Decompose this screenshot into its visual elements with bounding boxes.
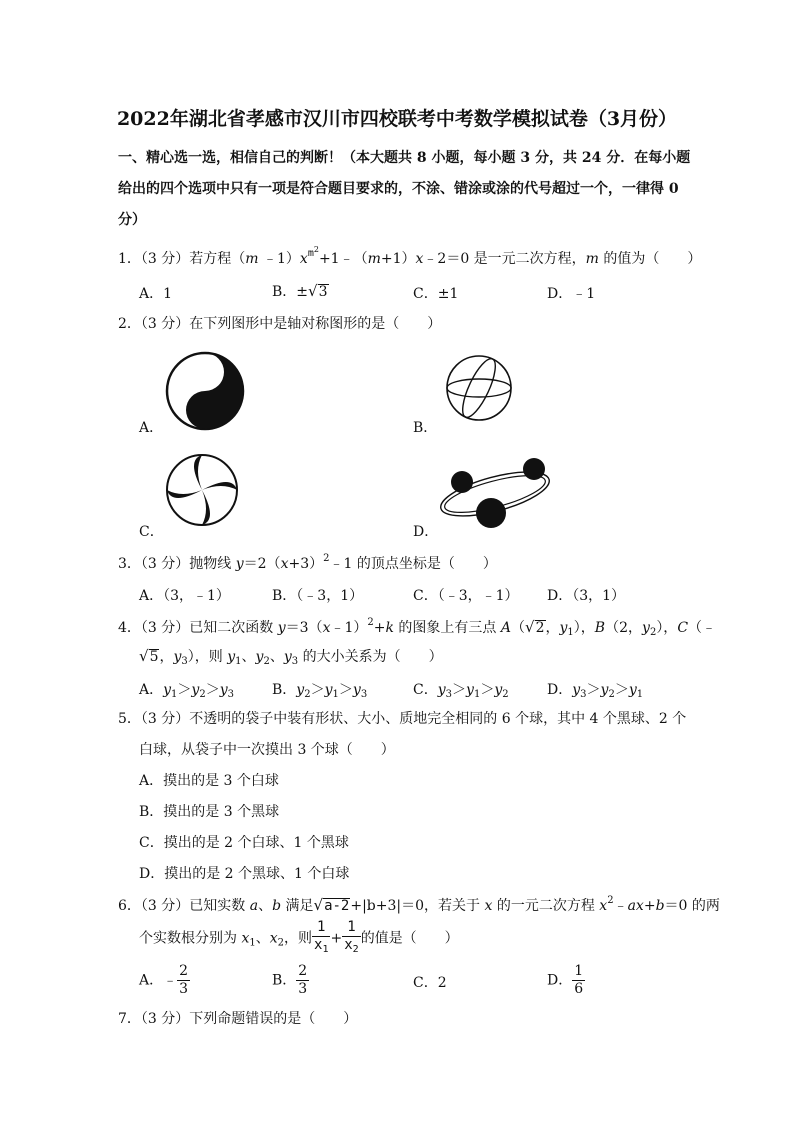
q1-option-d: D．﹣1 — [547, 286, 596, 302]
q1-option-b: B．±√3 — [272, 282, 328, 300]
q5-option-d: D．摸出的是 2 个黑球、1 个白球 — [139, 866, 350, 882]
page-title: 2022年湖北省孝感市汉川市四校联考中考数学模拟试卷（3月份） — [116, 108, 678, 130]
q2-option-a-label: A． — [139, 420, 164, 436]
question-2: 2．（3 分）在下列图形中是轴对称图形的是（ ） — [118, 316, 442, 332]
orbit-balls-figure — [436, 452, 554, 534]
question-1: 1．（3 分）若方程（m $﹣1)x^{m^2}+1﹣(m+1)x﹣2=0$ 是一元二次方程，m 的值为（ ） — [118, 245, 702, 267]
q5-option-b: B．摸出的是 3 个黑球 — [139, 804, 280, 820]
question-5-line1: 5．（3 分）不透明的袋子中装有形状、大小、质地完全相同的 6 个球，其中 4 个黑球、2 个 — [118, 711, 687, 727]
q2-option-b-label: B． — [413, 420, 438, 436]
q1-option-c: C．±1 — [413, 286, 459, 302]
question-6-line1: 6．（3 分）已知实数 a、b 满足√a-2+|b+3|＝0，若关于 x 的一元二次方程 $x^2﹣ax+b=0$ 的两 — [118, 895, 720, 914]
q6-option-d: D． $\frac{1}{6}$ — [547, 963, 584, 997]
q6-option-a: A．﹣ $\frac{2}{3}$ — [139, 963, 189, 997]
taiji-figure — [164, 350, 246, 432]
q4-option-d: D．$y_3>y_2>y_1$ — [547, 682, 644, 700]
q4-option-b: B．$y_2>y_1>y_3$ — [272, 682, 368, 700]
section-instructions-line1: 一、精心选一选，相信自己的判断！（本大题共 8 小题，每小题 3 分，共 24 分．在每小题 — [118, 150, 691, 166]
question-7: 7．（3 分）下列命题错误的是（ ） — [118, 1011, 358, 1027]
q4-option-c: C．$y_3>y_1>y_2$ — [413, 682, 509, 700]
section-instructions-line2: 给出的四个选项中只有一项是符合题目要求的，不涂、错涂或涂的代号超过一个，一律得 0 — [118, 181, 679, 197]
q5-option-c: C．摸出的是 2 个白球、1 个黑球 — [139, 835, 349, 851]
question-6-line2: 个实数根分别为 $x_1$、$x_2$，则 $\frac{1}{x_1}$ + $\frac{1}{x_2}$ 的值是（ ） — [139, 919, 459, 955]
sphere-figure — [444, 353, 514, 423]
q4-option-a: A．$y_1>y_2>y_3$ — [139, 682, 235, 700]
section-instructions-line3: 分） — [118, 212, 146, 228]
q2-option-c-label: C． — [139, 524, 164, 540]
q6-option-c: C．2 — [413, 975, 447, 991]
q3-option-a: A．（3，﹣1） — [139, 588, 230, 604]
question-4-line2: √5，$y_3$），则 $y_1$、$y_2$、$y_3$ 的大小关系为（ ） — [139, 647, 443, 667]
question-5-line2: 白球，从袋子中一次摸出 3 个球（ ） — [139, 742, 395, 758]
pinwheel-figure — [164, 452, 240, 528]
q6-option-b: B． $\frac{2}{3}$ — [272, 963, 308, 997]
question-4-line1: 4．（3 分）已知二次函数 y＝3（x﹣1）$^2$+k 的图象上有三点 A（√2，$y_1$），B（2，$y_2$），C（﹣ — [118, 617, 717, 638]
q3-option-c: C．（﹣3，﹣1） — [413, 588, 519, 604]
q2-option-d-label: D． — [413, 524, 439, 540]
q3-option-d: D．（3，1） — [547, 588, 626, 604]
q3-option-b: B．（﹣3，1） — [272, 588, 364, 604]
question-3: 3．（3 分）抛物线 $y=2(x+3)^2﹣1$ 的顶点坐标是（ ） — [118, 553, 497, 572]
q1-option-a: A．1 — [139, 286, 173, 302]
q5-option-a: A．摸出的是 3 个白球 — [139, 773, 279, 789]
